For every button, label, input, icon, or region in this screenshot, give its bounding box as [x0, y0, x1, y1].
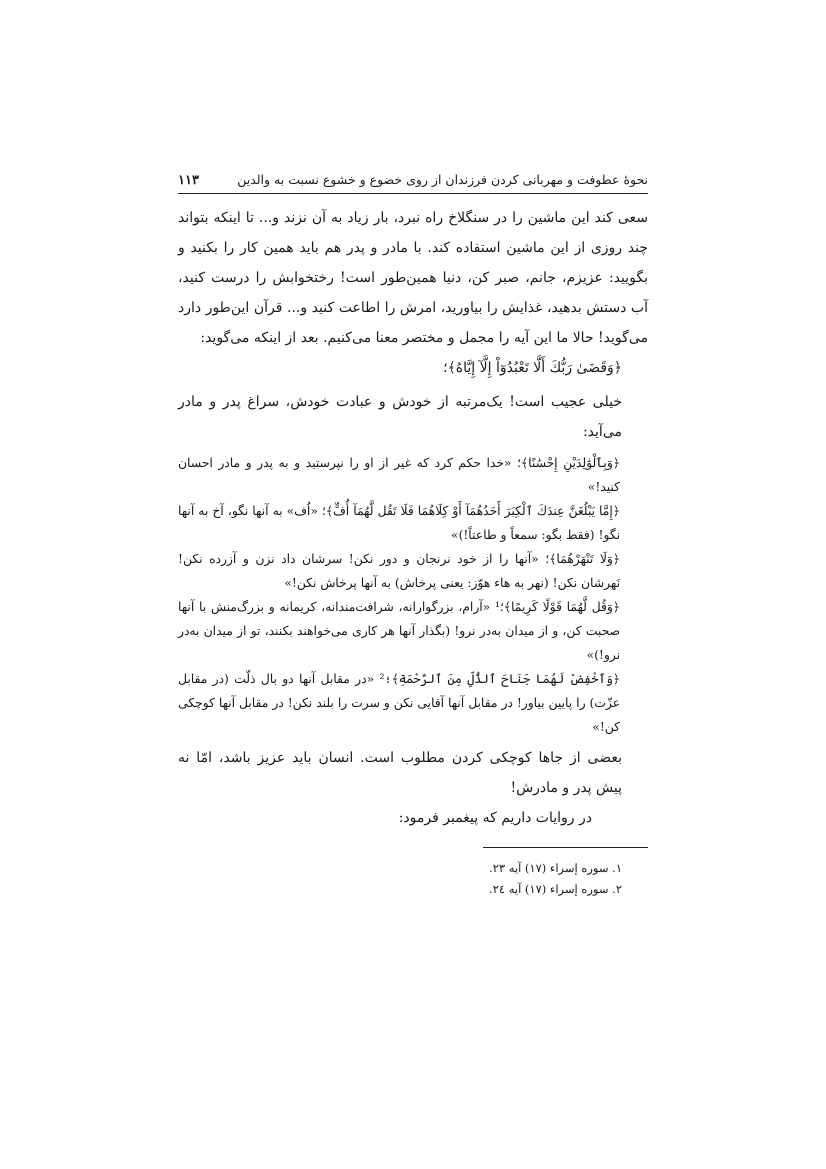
running-header — [178, 172, 648, 194]
verse-quote-2: ﴿إِمَّا يَبْلُغَنَّ عِندَكَ ٱلْكِبَرَ أَحَدُهُمَآ أَوْ كِلَاهُمَا فَلَا تَقُل لَّهُمَآ أُفٍّ﴾؛ «اُف» به آنها نگو، آخ به آنها نگو! (فقط بگو: سمعاً و طاعتاً!)» — [178, 504, 620, 542]
footnote-separator — [483, 847, 648, 848]
verse-quote-1: ﴿وَبِٱلْوَٰلِدَيْنِ إِحْسَٰنًا﴾؛ «خدا حکم کرد که غیر از او را نپرستید و به پدر و مادر احسان کنید!» — [178, 456, 620, 494]
footnote-1: ۱. سوره إسراء (۱۷) آیه ۲۳. — [489, 861, 622, 875]
quran-verse: ﴿وَقَضَىٰ رَبُّكَ أَلَّا تَعْبُدُوٓاْ إِلَّآ إِيَّاهُ﴾؛ — [443, 360, 622, 376]
verse-quote-5: ﴿وَٱخْفِضْ لَهُمَا جَنَاحَ ٱلذُّلِّ مِنَ ٱلرَّحْمَةِ﴾؛² «در مقابل آنها دو بال ذلّت (در مقابل عزّت) را پایین بیاور! در مقابل آنها آقایی نکن و سرت را بلند نکن! در مقابل آنها کوچکی کن!» — [178, 672, 620, 734]
footnote-2: ۲. سوره إسراء (۱۷) آیه ۲٤. — [489, 882, 622, 896]
running-title: نحوهٔ عطوفت و مهربانی کردن فرزندان از روی خضوع و خشوع نسبت به والدین — [237, 172, 648, 187]
paragraph-1: سعی کند این ماشین را در سنگلاخ راه نبرد، بار زیاد به آن نزند و... تا اینکه بتواند چند روزی از این ماشین استفاده کند. با مادر و پدر هم باید همین کار را بکنید و بگویید: عزیزم، جانم، صبر کن، دنیا همین‌طور است! رختخوابش را درست کنید، آب دستش بدهید، غذایش را بیاورید، امرش را اطاعت کنید و... قرآن این‌طور دارد می‌گوید! حالا ما این آیه را مجمل و مختصر معنا می‌کنیم. بعد از اینکه می‌گوید: — [178, 210, 648, 346]
paragraph-3: بعضی از جاها کوچکی کردن مطلوب است. انسان باید عزیز باشد، امّا نه پیش پدر و مادرش! — [178, 750, 622, 796]
page — [178, 172, 648, 900]
paragraph-2: خیلی عجیب است! یک‌مرتبه از خودش و عبادت خودش، سراغ پدر و مادر می‌آید: — [178, 394, 622, 440]
verse-quote-3: ﴿وَلَا تَنْهَرْهُمَا﴾؛ «آنها را از خود نرنجان و دور نکن! سرشان داد نزن و آزرده نکن! نَهرشان نکن! (نهر به هاء هوّز: یعنی پرخاش) به آنها پرخاش نکن!» — [178, 552, 620, 590]
page-number: ١١٣ — [178, 173, 199, 188]
paragraph-4: در روایات داریم که پیغمبر فرمود: — [398, 810, 592, 826]
page-body — [178, 203, 648, 833]
verse-quote-4: ﴿وَقُل لَّهُمَا قَوْلًا كَرِيمًا﴾؛¹ «آرام، بزرگوارانه، شرافت‌مندانه، کریمانه و بزرگ‌منش با آنها صحبت کن، و از میدان به‌در نرو! (بگذار آنها هر کاری می‌خواهند بکنند، تو از میدان به‌در نرو!)» — [178, 600, 620, 662]
